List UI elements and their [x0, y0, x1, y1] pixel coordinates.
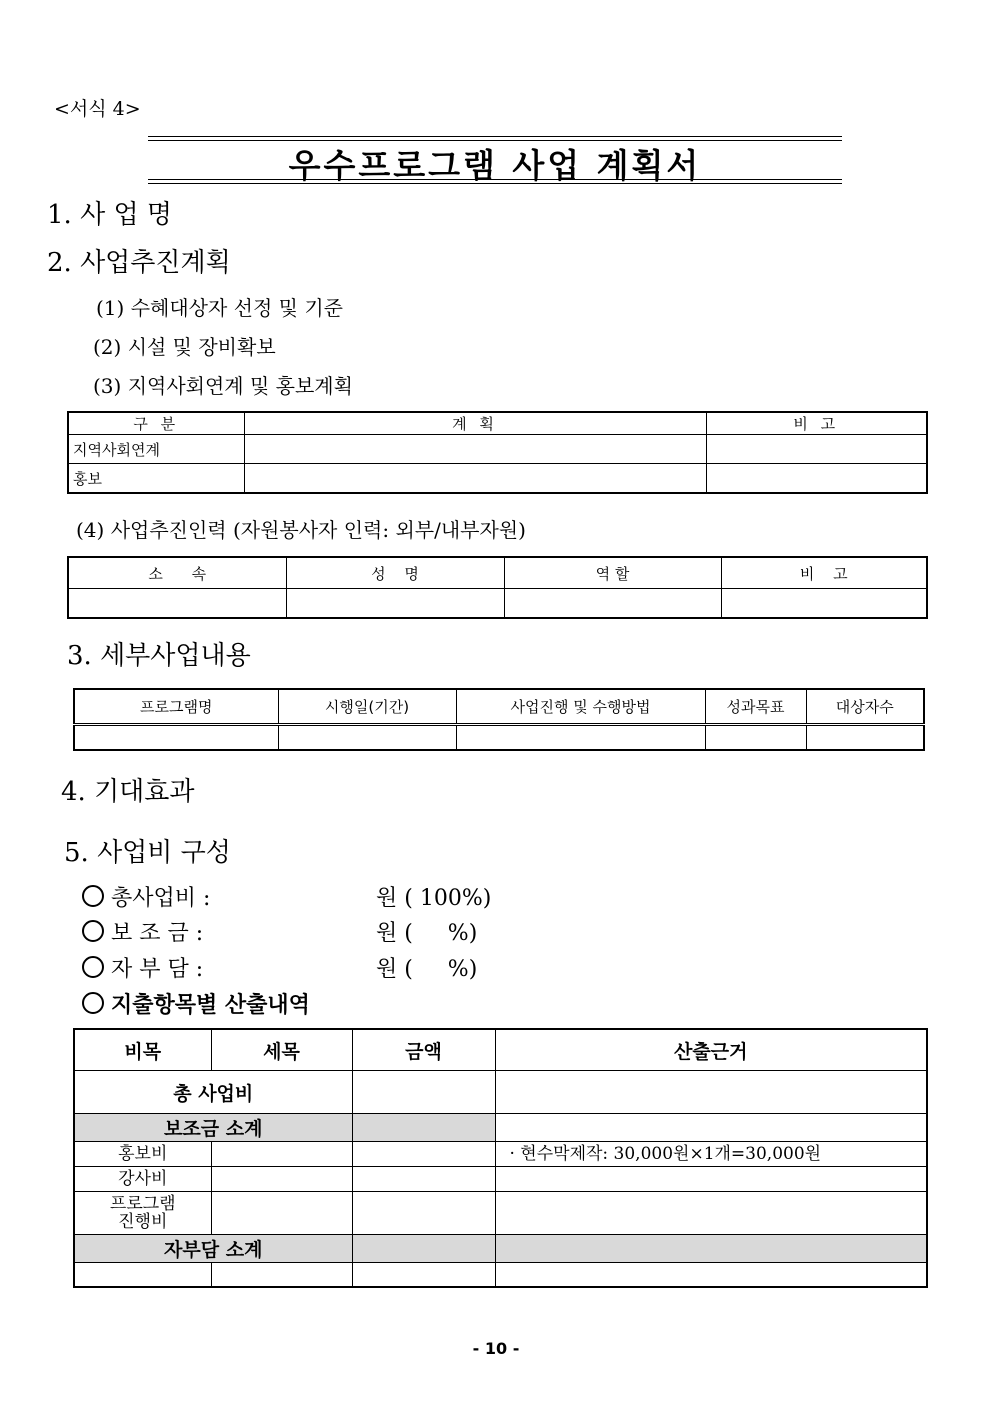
table-cell	[211, 1167, 352, 1192]
row-label: 지역사회연계	[68, 435, 244, 464]
table-cell	[244, 435, 706, 464]
circle-bullet-icon	[82, 992, 104, 1014]
table-cell	[74, 725, 278, 751]
table-row	[74, 1192, 927, 1235]
budget-value: 원 ( 100%)	[376, 886, 492, 911]
table-cell	[352, 1142, 495, 1167]
section-5-heading: 5. 사업비 구성	[64, 838, 231, 868]
section-2-item-4: (4) 사업추진인력 (자원봉사자 인력: 외부/내부자원)	[76, 518, 526, 542]
document-title: 우수프로그램 사업 계획서	[288, 146, 702, 185]
table-row	[74, 1263, 927, 1288]
budget-value: 원 ( %)	[376, 957, 478, 982]
table-cell	[352, 1071, 495, 1114]
table-cell	[495, 1114, 927, 1142]
table-row	[68, 589, 927, 619]
table-cell	[495, 1192, 927, 1235]
table-cell	[74, 1263, 211, 1288]
table-header: 성과목표	[705, 689, 806, 725]
table-header: 사업진행 및 수행방법	[456, 689, 705, 725]
table-cell	[278, 725, 456, 751]
table-header: 계 획	[244, 412, 706, 435]
budget-breakdown-line	[82, 988, 310, 1019]
budget-label: 자 부 담 :	[111, 957, 204, 982]
section-2-heading: 2. 사업추진계획	[47, 248, 231, 278]
table-cell	[352, 1235, 495, 1263]
table-row	[74, 1142, 927, 1167]
circle-bullet-icon	[82, 956, 104, 978]
table-header: 프로그램명	[74, 689, 278, 725]
community-plan-table	[67, 411, 928, 494]
budget-label: 보 조 금 :	[111, 921, 204, 946]
page-number: - 10 -	[472, 1339, 520, 1358]
table-row	[74, 1235, 927, 1263]
section-4-heading: 4. 기대효과	[61, 777, 195, 807]
item-label: 홍보비	[74, 1142, 211, 1167]
document-title-box	[148, 136, 842, 184]
table-cell	[706, 435, 927, 464]
table-row	[74, 1167, 927, 1192]
table-header: 대상자수	[806, 689, 924, 725]
section-1-heading: 1. 사 업 명	[47, 200, 172, 230]
table-cell	[244, 464, 706, 494]
circle-bullet-icon	[82, 885, 104, 907]
table-cell	[352, 1114, 495, 1142]
item-label: 강사비	[74, 1167, 211, 1192]
table-header: 역 할	[504, 557, 721, 589]
section-3-heading: 3. 세부사업내용	[67, 641, 251, 671]
table-cell	[352, 1167, 495, 1192]
budget-subsidy-line	[82, 916, 203, 947]
table-header: 세목	[211, 1029, 352, 1071]
table-cell	[504, 589, 721, 619]
table-row	[68, 464, 927, 494]
table-row	[74, 725, 924, 751]
table-cell	[706, 464, 927, 494]
table-cell	[495, 1071, 927, 1114]
budget-label: 총사업비 :	[111, 886, 211, 911]
subsidy-subtotal-label: 보조금 소계	[74, 1114, 352, 1142]
table-header: 구 분	[68, 412, 244, 435]
row-label: 홍보	[68, 464, 244, 494]
table-cell	[352, 1192, 495, 1235]
table-cell	[211, 1192, 352, 1235]
budget-self-line	[82, 952, 203, 983]
table-cell	[211, 1263, 352, 1288]
detail-table	[73, 688, 925, 751]
table-row	[74, 1114, 927, 1142]
table-cell	[286, 589, 504, 619]
staff-table	[67, 556, 928, 619]
table-row	[74, 1071, 927, 1114]
table-header: 비목	[74, 1029, 211, 1071]
table-header: 비 고	[706, 412, 927, 435]
circle-bullet-icon	[82, 920, 104, 942]
item-label: 프로그램 진행비	[74, 1192, 211, 1235]
section-2-item-1: (1) 수혜대상자 선정 및 기준	[96, 296, 343, 320]
table-cell	[352, 1263, 495, 1288]
table-row	[68, 435, 927, 464]
budget-label: 지출항목별 산출내역	[111, 992, 310, 1018]
table-header: 소 속	[68, 557, 286, 589]
total-budget-label: 총 사업비	[74, 1071, 352, 1114]
table-header: 산출근거	[495, 1029, 927, 1071]
budget-table	[73, 1028, 928, 1288]
budget-value: 원 ( %)	[376, 921, 478, 946]
table-cell	[68, 589, 286, 619]
basis-cell: · 현수막제작: 30,000원×1개=30,000원	[495, 1142, 927, 1167]
section-2-item-2: (2) 시설 및 장비확보	[93, 335, 276, 359]
table-cell	[495, 1167, 927, 1192]
table-cell	[211, 1142, 352, 1167]
table-cell	[721, 589, 927, 619]
table-cell	[495, 1263, 927, 1288]
table-header: 성 명	[286, 557, 504, 589]
self-subtotal-label: 자부담 소계	[74, 1235, 352, 1263]
table-cell	[705, 725, 806, 751]
table-cell	[806, 725, 924, 751]
budget-total-line	[82, 881, 210, 912]
table-cell	[495, 1235, 927, 1263]
form-label: <서식 4>	[54, 98, 141, 120]
table-header: 시행일(기간)	[278, 689, 456, 725]
section-2-item-3: (3) 지역사회연계 및 홍보계획	[93, 374, 353, 398]
table-cell	[456, 725, 705, 751]
table-header: 금액	[352, 1029, 495, 1071]
table-header: 비 고	[721, 557, 927, 589]
